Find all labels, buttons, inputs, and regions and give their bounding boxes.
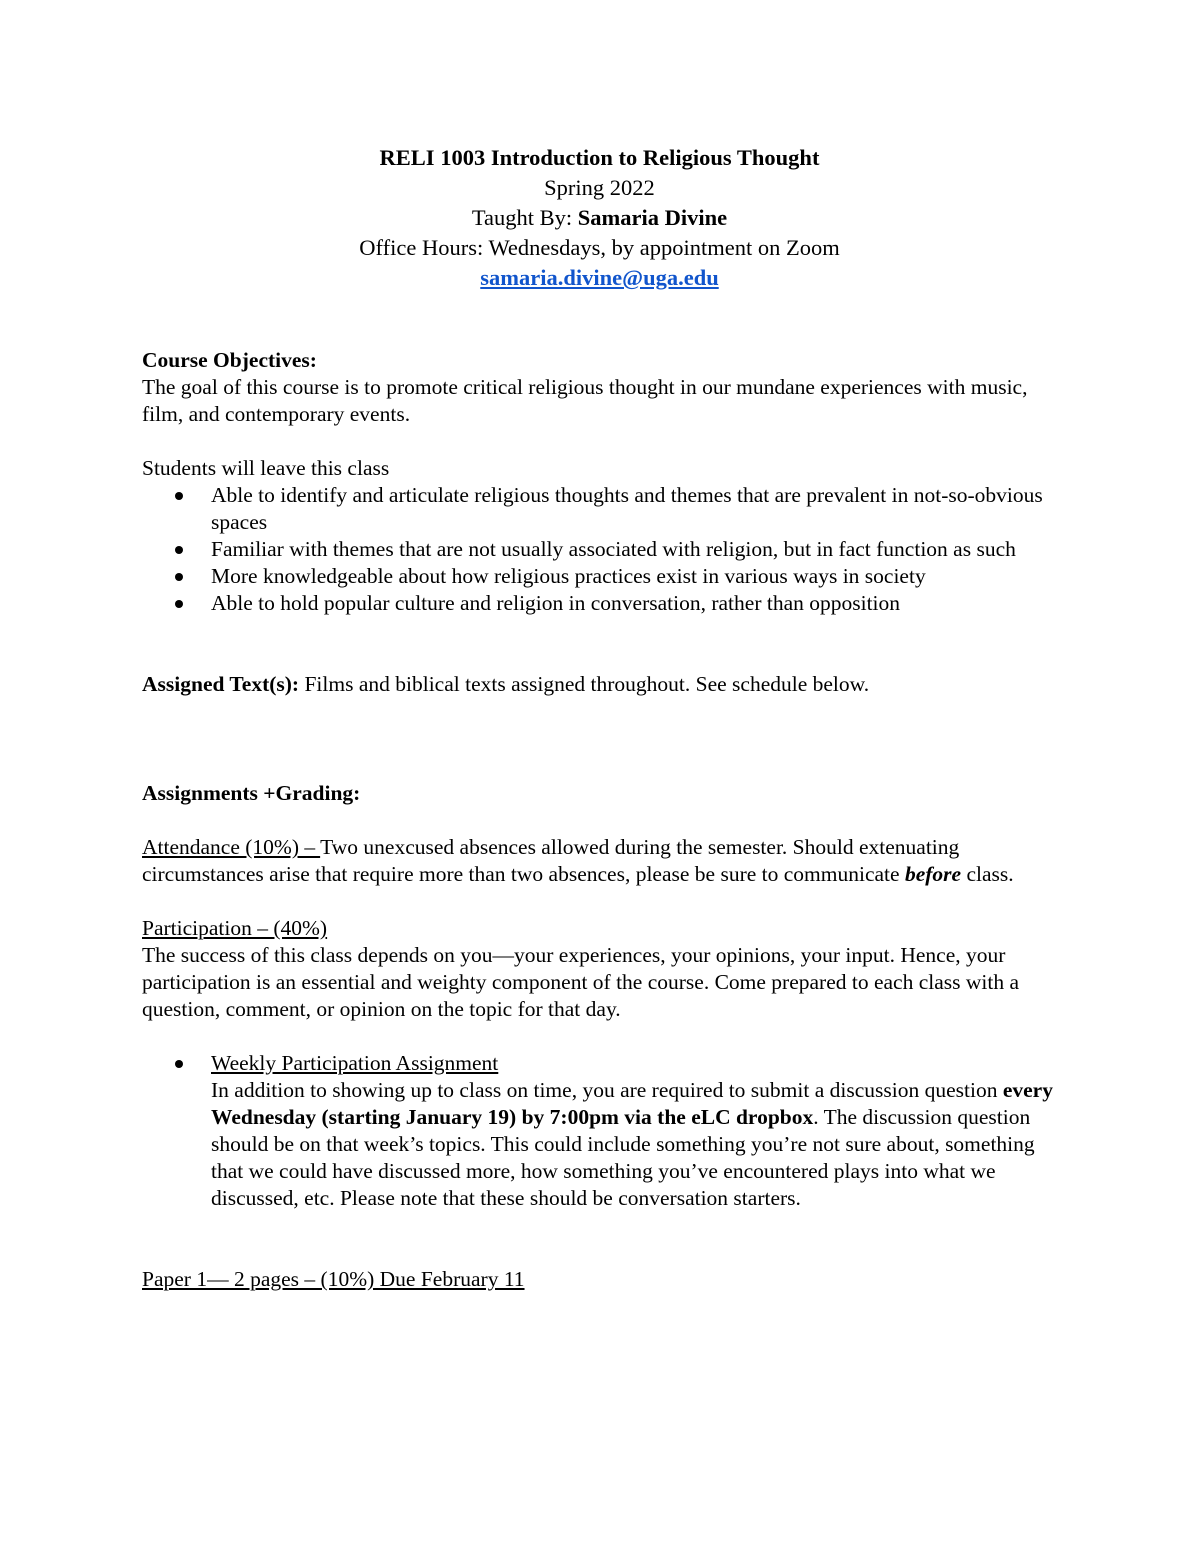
objectives-intro: Students will leave this class	[142, 456, 390, 480]
attendance-paragraph	[142, 834, 1057, 888]
syllabus-header	[142, 143, 1057, 293]
list-item: More knowledgeable about how religious practices exist in various ways in society	[211, 563, 1057, 590]
document-page	[142, 143, 1057, 1293]
assigned-texts-label: Assigned Text(s):	[142, 672, 300, 696]
list-item: Familiar with themes that are not usually associated with religion, but in fact function as such	[211, 536, 1057, 563]
attendance-tail: class.	[961, 862, 1014, 886]
objectives-heading: Course Objectives:	[142, 348, 317, 372]
attendance-text: Two unexcused absences allowed during the semester. Should extenuating circumstances arise that require more than two absences, please be sure to communicate	[142, 835, 960, 886]
participation-text: The success of this class depends on you—your experiences, your opinions, your input. Hence, your participation is an essential and weighty component of the course. Come prepared to each class with a question, comment, or opinion on the topic for that day.	[142, 943, 1020, 1021]
assigned-texts	[142, 671, 1057, 698]
participation-list	[142, 1050, 1057, 1212]
attendance-label: Attendance (10%) –	[142, 835, 321, 859]
taught-by-label: Taught By:	[471, 205, 578, 230]
weekly-text-after: . The discussion question should be on that week’s topics. This could include something you’re not sure about, something that we could have discussed more, how something you’ve encountered plays into what we discussed, etc. Please note that these should be conversation starters.	[211, 1105, 1035, 1210]
instructor-email-link[interactable]: samaria.divine@uga.edu	[480, 265, 719, 290]
weekly-assignment-label: Weekly Participation Assignment	[211, 1051, 499, 1075]
course-title: RELI 1003 Introduction to Religious Thought	[379, 145, 820, 170]
list-item: Able to hold popular culture and religion in conversation, rather than opposition	[211, 590, 1057, 617]
office-hours: Office Hours: Wednesdays, by appointment on Zoom	[359, 235, 840, 260]
assigned-texts-text: Films and biblical texts assigned throughout. See schedule below.	[299, 672, 870, 696]
instructor-line	[142, 203, 1057, 233]
participation-label: Participation – (40%)	[142, 916, 328, 940]
grading-heading: Assignments +Grading:	[142, 781, 361, 805]
term: Spring 2022	[544, 175, 655, 200]
attendance-emphasis: before	[904, 862, 962, 886]
instructor-name: Samaria Divine	[577, 205, 728, 230]
list-item: Able to identify and articulate religious thoughts and themes that are prevalent in not-so-obvious spaces	[211, 482, 1057, 536]
list-item	[211, 1050, 1057, 1212]
weekly-text-before: In addition to showing up to class on time, you are required to submit a discussion question	[211, 1078, 1003, 1102]
paper1-heading: Paper 1— 2 pages – (10%) Due February 11	[142, 1267, 525, 1291]
weekly-deadline: every Wednesday (starting January 19) by 7:00pm via the eLC dropbox	[211, 1078, 1053, 1129]
objectives-list	[142, 482, 1057, 617]
objectives-text: The goal of this course is to promote critical religious thought in our mundane experiences with music, film, and contemporary events.	[142, 375, 1028, 426]
